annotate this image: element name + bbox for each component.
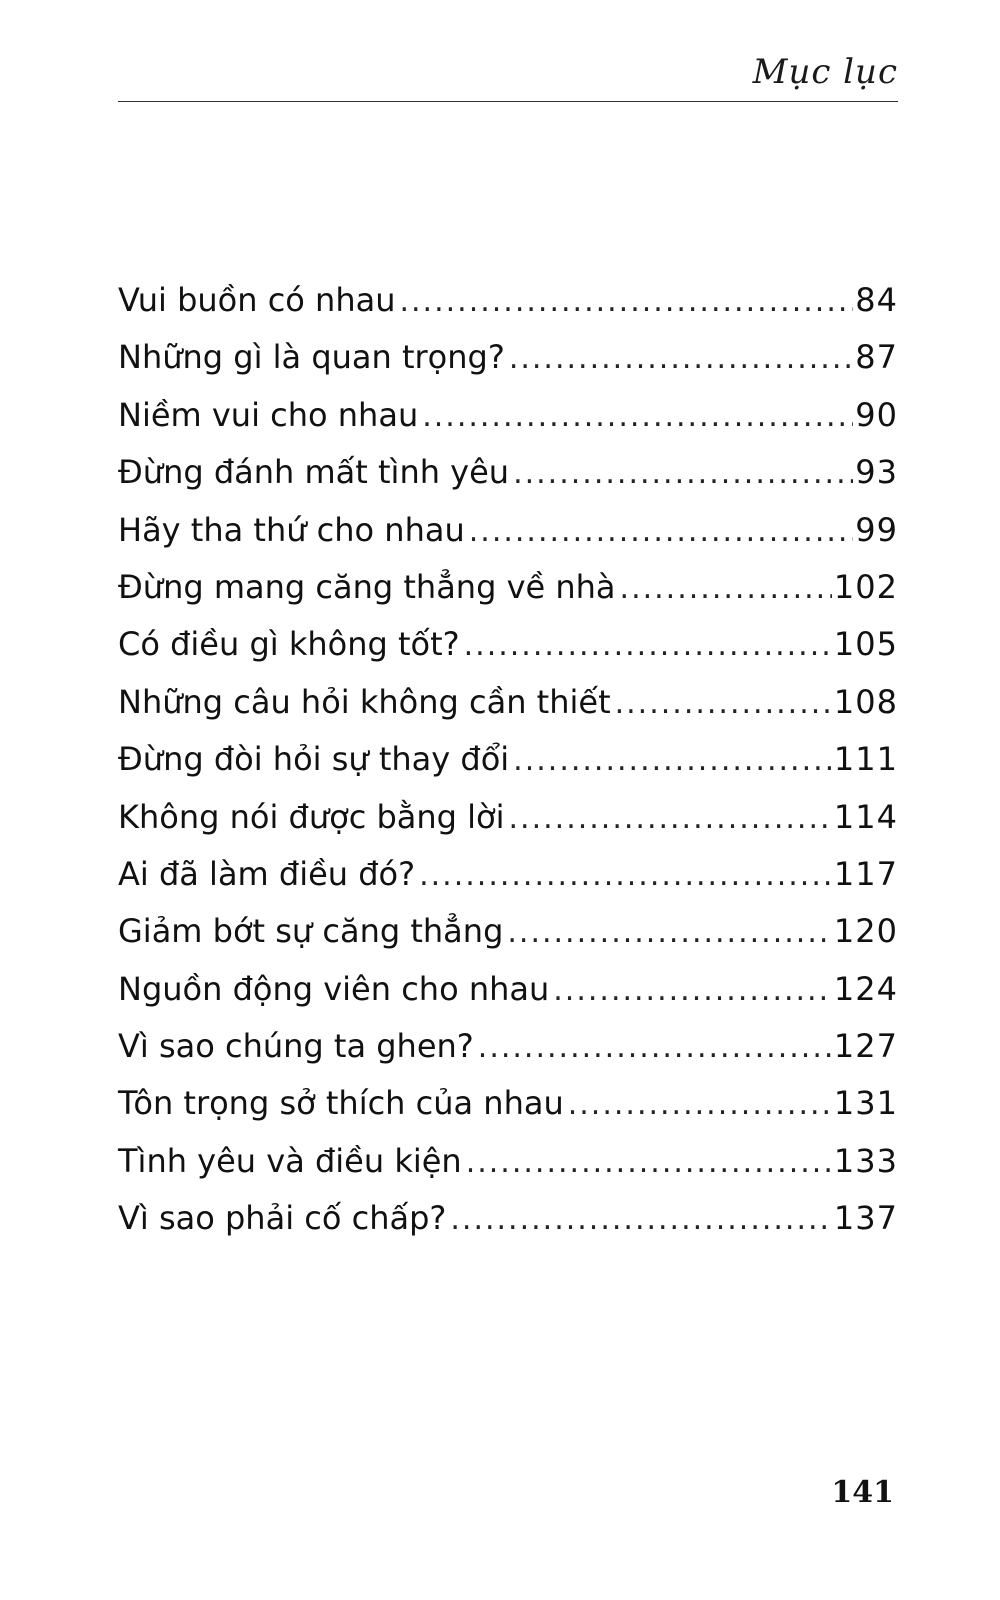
toc-entry-title: Nguồn động viên cho nhau	[118, 969, 550, 1008]
toc-entry-page: 117	[833, 854, 898, 893]
header-rule	[118, 101, 898, 102]
toc-entry-page: 120	[833, 912, 898, 951]
toc-entry-page: 93	[855, 453, 898, 492]
toc-entry-title: Đừng mang căng thẳng về nhà	[118, 567, 616, 606]
toc-entry-title: Niềm vui cho nhau	[118, 395, 419, 434]
toc-entry-title: Những câu hỏi không cần thiết	[118, 682, 611, 721]
toc-entry[interactable]	[118, 1196, 898, 1253]
toc-entry-title: Ai đã làm điều đó?	[118, 854, 416, 893]
table-of-contents	[118, 278, 898, 1254]
toc-entry-page: 84	[855, 281, 898, 319]
dot-leader	[469, 510, 854, 554]
dot-leader	[419, 854, 832, 898]
toc-entry-page: 102	[833, 567, 898, 606]
toc-entry-page: 99	[855, 510, 898, 549]
toc-entry-page: 90	[855, 395, 898, 434]
toc-entry[interactable]	[118, 335, 898, 392]
toc-entry-title: Tình yêu và điều kiện	[118, 1141, 462, 1180]
dot-leader	[450, 1198, 832, 1242]
dot-leader	[466, 1141, 832, 1185]
toc-entry[interactable]	[118, 278, 898, 335]
dot-leader	[620, 567, 832, 611]
toc-entry-title: Đừng đòi hỏi sự thay đổi	[118, 740, 510, 779]
toc-entry-page: 114	[833, 797, 898, 836]
toc-entry-title: Vui buồn có nhau	[118, 281, 396, 319]
toc-entry[interactable]	[118, 1081, 898, 1138]
dot-leader	[568, 1083, 832, 1127]
running-header: Mục lục	[752, 52, 898, 92]
toc-entry[interactable]	[118, 909, 898, 966]
toc-entry[interactable]	[118, 1139, 898, 1196]
dot-leader	[422, 395, 853, 439]
dot-leader	[507, 911, 832, 955]
dot-leader	[464, 624, 832, 668]
dot-leader	[615, 682, 832, 726]
dot-leader	[513, 452, 853, 496]
toc-entry[interactable]	[118, 565, 898, 622]
toc-entry[interactable]	[118, 622, 898, 679]
toc-entry-page: 111	[833, 740, 898, 779]
toc-entry-title: Có điều gì không tốt?	[118, 625, 460, 664]
dot-leader	[399, 280, 853, 324]
toc-entry[interactable]	[118, 852, 898, 909]
dot-leader	[478, 1026, 832, 1070]
toc-entry-page: 137	[833, 1199, 898, 1238]
toc-entry[interactable]	[118, 450, 898, 507]
toc-entry-page: 133	[833, 1141, 898, 1180]
toc-entry-page: 127	[833, 1027, 898, 1066]
toc-entry[interactable]	[118, 393, 898, 450]
toc-entry-title: Không nói được bằng lời	[118, 797, 505, 836]
toc-entry-title: Vì sao phải cố chấp?	[118, 1199, 447, 1238]
toc-entry-title: Những gì là quan trọng?	[118, 338, 505, 377]
toc-entry-page: 124	[833, 969, 898, 1008]
toc-entry[interactable]	[118, 1024, 898, 1081]
page-number: 141	[831, 1475, 894, 1510]
toc-entry-page: 105	[833, 625, 898, 664]
toc-entry[interactable]	[118, 508, 898, 565]
dot-leader	[553, 969, 832, 1013]
toc-entry-page: 108	[833, 682, 898, 721]
toc-entry-page: 87	[855, 338, 898, 377]
toc-entry-title: Vì sao chúng ta ghen?	[118, 1027, 474, 1066]
toc-entry-title: Tôn trọng sở thích của nhau	[118, 1084, 564, 1123]
toc-entry[interactable]	[118, 795, 898, 852]
dot-leader	[513, 739, 832, 783]
toc-entry-page: 131	[833, 1084, 898, 1123]
toc-entry-title: Hãy tha thứ cho nhau	[118, 510, 465, 549]
toc-entry[interactable]	[118, 737, 898, 794]
toc-entry[interactable]	[118, 680, 898, 737]
toc-entry-title: Đừng đánh mất tình yêu	[118, 453, 510, 492]
dot-leader	[509, 337, 853, 381]
dot-leader	[509, 797, 832, 841]
toc-entry[interactable]	[118, 967, 898, 1024]
toc-entry-title: Giảm bớt sự căng thẳng	[118, 912, 504, 951]
